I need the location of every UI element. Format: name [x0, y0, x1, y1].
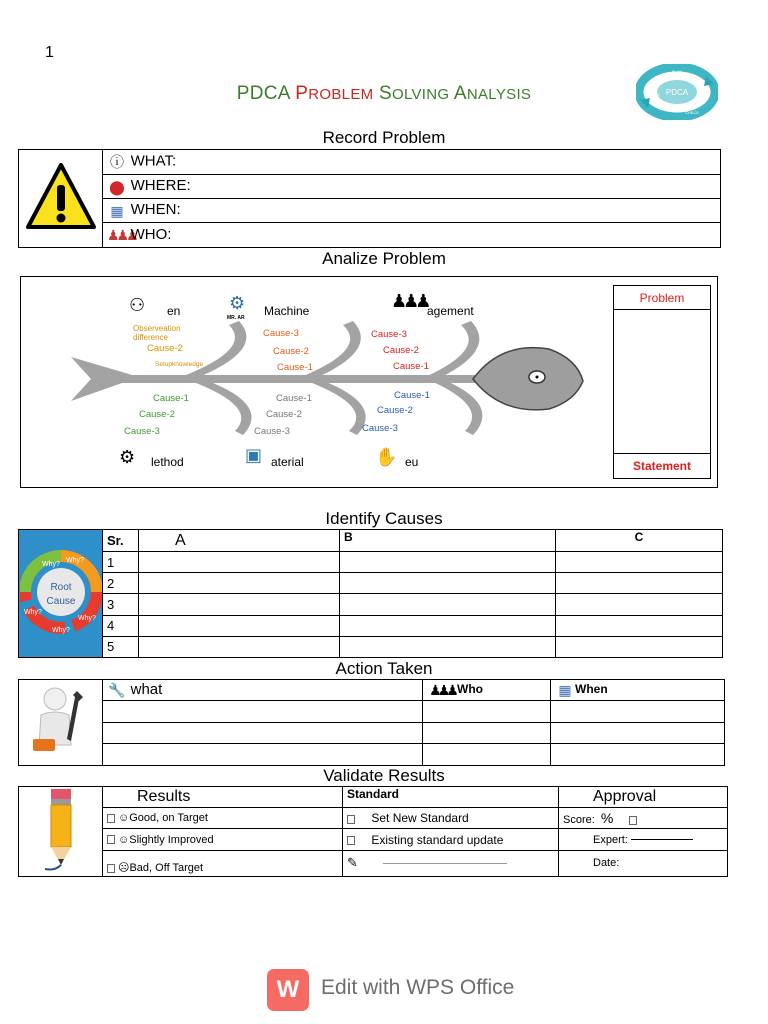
category-management: agement	[427, 304, 474, 318]
set-new-standard-checkbox[interactable]	[347, 815, 355, 824]
result-slight-checkbox[interactable]	[107, 835, 115, 844]
material-cause-2: Cause-2	[266, 409, 302, 420]
root-text: Root	[49, 582, 72, 593]
calendar-icon: ▦	[558, 681, 572, 698]
problem-statement-box	[613, 285, 711, 479]
existing-standard-checkbox[interactable]	[347, 836, 355, 845]
result-slight[interactable]	[103, 829, 343, 850]
where-label: WHERE:	[130, 177, 191, 195]
what-header-label: what	[130, 680, 163, 698]
method-cause-3: Cause-3	[124, 426, 160, 437]
statement-label: Statement	[632, 459, 691, 473]
wps-logo-icon: W	[267, 969, 309, 1011]
header-a: A	[139, 530, 340, 552]
record-problem-table	[18, 149, 721, 248]
worker-wrench-image-cell	[19, 680, 103, 766]
result-bad-checkbox[interactable]	[107, 864, 115, 873]
when-label: WHEN:	[130, 201, 181, 219]
what-label: WHAT:	[130, 152, 177, 170]
row-number: 4	[103, 615, 139, 636]
method-cause-1: Cause-1	[153, 393, 189, 404]
header-what	[103, 680, 423, 701]
score-label: Score:	[563, 814, 595, 827]
method-icon: ⚙	[119, 447, 136, 467]
why-text-5: Why?	[23, 609, 42, 616]
action-cell[interactable]	[103, 723, 423, 744]
category-men: en	[167, 304, 181, 318]
location-pin-icon: ⬤	[109, 178, 125, 195]
cause-cell[interactable]	[139, 615, 340, 636]
management-icon: ♟♟♟	[391, 291, 428, 311]
problem-text-area[interactable]	[614, 310, 710, 454]
row-number: 2	[103, 573, 139, 594]
group-icon: ♟♟♟	[429, 681, 455, 698]
management-cause-3: Cause-3	[371, 329, 407, 340]
identify-causes-table	[18, 529, 723, 658]
cause-cell[interactable]	[340, 594, 556, 615]
title-part-3b: OLVING	[391, 86, 450, 103]
why-text-2: Why?	[65, 557, 84, 564]
action-cell[interactable]	[551, 744, 725, 766]
cause-cell[interactable]	[139, 552, 340, 573]
action-taken-table	[18, 679, 725, 766]
result-good[interactable]	[103, 808, 343, 829]
fish-head	[473, 348, 583, 410]
standard-set-new[interactable]	[343, 808, 559, 829]
worker-with-wrench-icon	[21, 681, 101, 761]
bone-material	[307, 377, 366, 435]
row-number: 5	[103, 636, 139, 657]
record-row-who[interactable]	[103, 223, 721, 248]
row-number: 3	[103, 594, 139, 615]
title-part-2a: P	[295, 83, 309, 104]
action-taken-heading: Action Taken	[335, 659, 433, 678]
title-part-3a: S	[373, 83, 392, 104]
pdca-cycle-logo	[636, 64, 718, 120]
cause-cell[interactable]	[340, 552, 556, 573]
category-material: aterial	[271, 455, 304, 469]
title-part-4b: NALYSIS	[466, 86, 532, 103]
title-part-4a: A	[449, 83, 467, 104]
why-text-3: Why?	[77, 615, 96, 622]
record-row-where[interactable]	[103, 175, 721, 199]
title-part-1: PDCA	[236, 83, 296, 104]
cause-cell[interactable]	[139, 573, 340, 594]
record-row-what[interactable]	[103, 150, 721, 175]
header-who	[423, 680, 551, 701]
cause-cell[interactable]	[556, 552, 723, 573]
cause-cell[interactable]	[340, 573, 556, 594]
header-approval: Approval	[559, 787, 728, 808]
header-when	[551, 680, 725, 701]
bone-management	[425, 321, 479, 381]
machine-cause-1: Cause-1	[277, 362, 313, 373]
header-standard: Standard	[343, 787, 559, 808]
document-edit-icon: ✎	[347, 855, 358, 871]
standard-notes-line	[383, 863, 507, 864]
problem-label: Problem	[614, 286, 710, 310]
material-icon: ▣	[245, 445, 263, 465]
standard-notes[interactable]	[343, 850, 559, 876]
fishbone-diagram	[20, 276, 718, 488]
record-problem-heading: Record Problem	[322, 128, 446, 147]
material-cause-1: Cause-1	[276, 393, 312, 404]
info-icon: ⓘ	[110, 154, 124, 170]
approval-expert[interactable]	[559, 829, 728, 850]
record-row-when[interactable]	[103, 199, 721, 223]
machine-cause-3: Cause-3	[263, 328, 299, 339]
result-bad-label: Bad, Off Target	[129, 862, 204, 874]
sad-face-icon: ☹	[118, 862, 130, 874]
men-icon: ⚇	[129, 295, 146, 315]
calendar-icon: ▦	[110, 202, 124, 219]
logo-action-text: ACTION	[644, 92, 660, 97]
management-cause-2: Cause-2	[383, 345, 419, 356]
why-text-4: Why?	[51, 627, 70, 634]
cause-cell[interactable]	[556, 636, 723, 657]
warning-icon-cell	[19, 150, 103, 248]
action-cell[interactable]	[423, 744, 551, 766]
method-cause-2: Cause-2	[139, 409, 175, 420]
five-why-image-cell	[19, 530, 103, 658]
row-number: 1	[103, 552, 139, 573]
men-note-setup: Setupknowledge	[155, 361, 204, 368]
category-method: lethod	[151, 455, 184, 469]
men-note-observation: Observeation difference	[133, 324, 181, 342]
result-good-label: Good, on Target	[129, 812, 208, 825]
standard-existing-update[interactable]	[343, 829, 559, 850]
identify-causes-heading: Identify Causes	[325, 509, 443, 528]
cause-cell[interactable]	[556, 615, 723, 636]
action-cell[interactable]	[423, 723, 551, 744]
result-good-checkbox[interactable]	[107, 814, 115, 823]
why-text-1: Why?	[41, 561, 60, 568]
action-cell[interactable]	[103, 701, 423, 723]
cause-cell[interactable]	[556, 573, 723, 594]
action-cell[interactable]	[551, 701, 725, 723]
header-b: B	[340, 530, 556, 552]
smile-icon: ☺	[118, 812, 130, 825]
bone-method	[191, 377, 251, 435]
result-slight-label: Slightly Improved	[129, 833, 214, 846]
category-machine: Machine	[264, 304, 310, 318]
warning-icon	[24, 161, 98, 233]
cause-cell[interactable]	[340, 636, 556, 657]
title-part-2b: ROBLEM	[308, 86, 374, 103]
approval-score[interactable]	[559, 808, 728, 829]
existing-standard-label: Existing standard update	[371, 832, 504, 847]
expert-label: Expert:	[593, 833, 628, 846]
management-cause-1: Cause-1	[393, 361, 429, 372]
result-bad[interactable]	[103, 850, 343, 876]
environment-cause-1: Cause-1	[394, 390, 430, 401]
pencil-image-cell	[19, 787, 103, 877]
validate-results-table	[18, 786, 728, 877]
five-why-root-cause-icon	[20, 530, 102, 654]
validate-results-heading: Validate Results	[323, 766, 445, 785]
logo-center-text: PDCA	[665, 88, 689, 97]
who-label: WHO:	[130, 225, 172, 243]
logo-do-text: DO	[701, 86, 707, 91]
cause-text: Cause	[46, 596, 75, 607]
cause-cell[interactable]	[556, 594, 723, 615]
set-new-standard-label: Set New Standard	[371, 811, 469, 826]
material-cause-3: Cause-3	[254, 426, 290, 437]
neutral-face-icon: ☺	[118, 833, 130, 846]
who-header-label: Who	[457, 682, 483, 697]
environment-cause-2: Cause-2	[377, 405, 413, 416]
page-number: 1	[45, 44, 54, 61]
action-cell[interactable]	[423, 701, 551, 723]
cause-cell[interactable]	[340, 615, 556, 636]
when-header-label: When	[575, 682, 608, 697]
people-icon: ♟♟♟	[107, 227, 136, 244]
cause-cell[interactable]	[139, 636, 340, 657]
pencil-icon	[31, 787, 91, 873]
machine-cause-2: Cause-2	[273, 346, 309, 357]
analyze-problem-heading: Analize Problem	[322, 249, 446, 268]
header-results: Results	[103, 787, 343, 808]
category-environment: eu	[405, 455, 419, 469]
edit-with-wps-banner[interactable]	[267, 969, 527, 1011]
environment-icon: ✋	[375, 447, 398, 467]
action-cell[interactable]	[551, 723, 725, 744]
bone-environment	[431, 377, 482, 435]
men-cause-2: Cause-2	[147, 343, 183, 354]
logo-check-text: CHECK	[684, 110, 700, 115]
cause-cell[interactable]	[139, 594, 340, 615]
wrench-icon: 🔧	[108, 682, 126, 699]
score-percent: %	[600, 810, 614, 827]
machine-icon: ⚙	[229, 293, 246, 313]
environment-cause-3: Cause-3	[362, 423, 398, 434]
date-label: Date:	[593, 857, 620, 870]
machine-icon-text: MR. AR	[227, 315, 245, 321]
action-cell[interactable]	[103, 744, 423, 766]
score-checkbox[interactable]	[629, 816, 637, 825]
header-c: C	[556, 530, 723, 552]
header-sr: Sr.	[103, 530, 139, 552]
logo-plan-text: PLAN	[671, 69, 683, 74]
approval-date[interactable]	[559, 850, 728, 876]
expert-signature-line	[631, 839, 693, 840]
edit-with-wps-text: Edit with WPS Office	[321, 976, 515, 999]
